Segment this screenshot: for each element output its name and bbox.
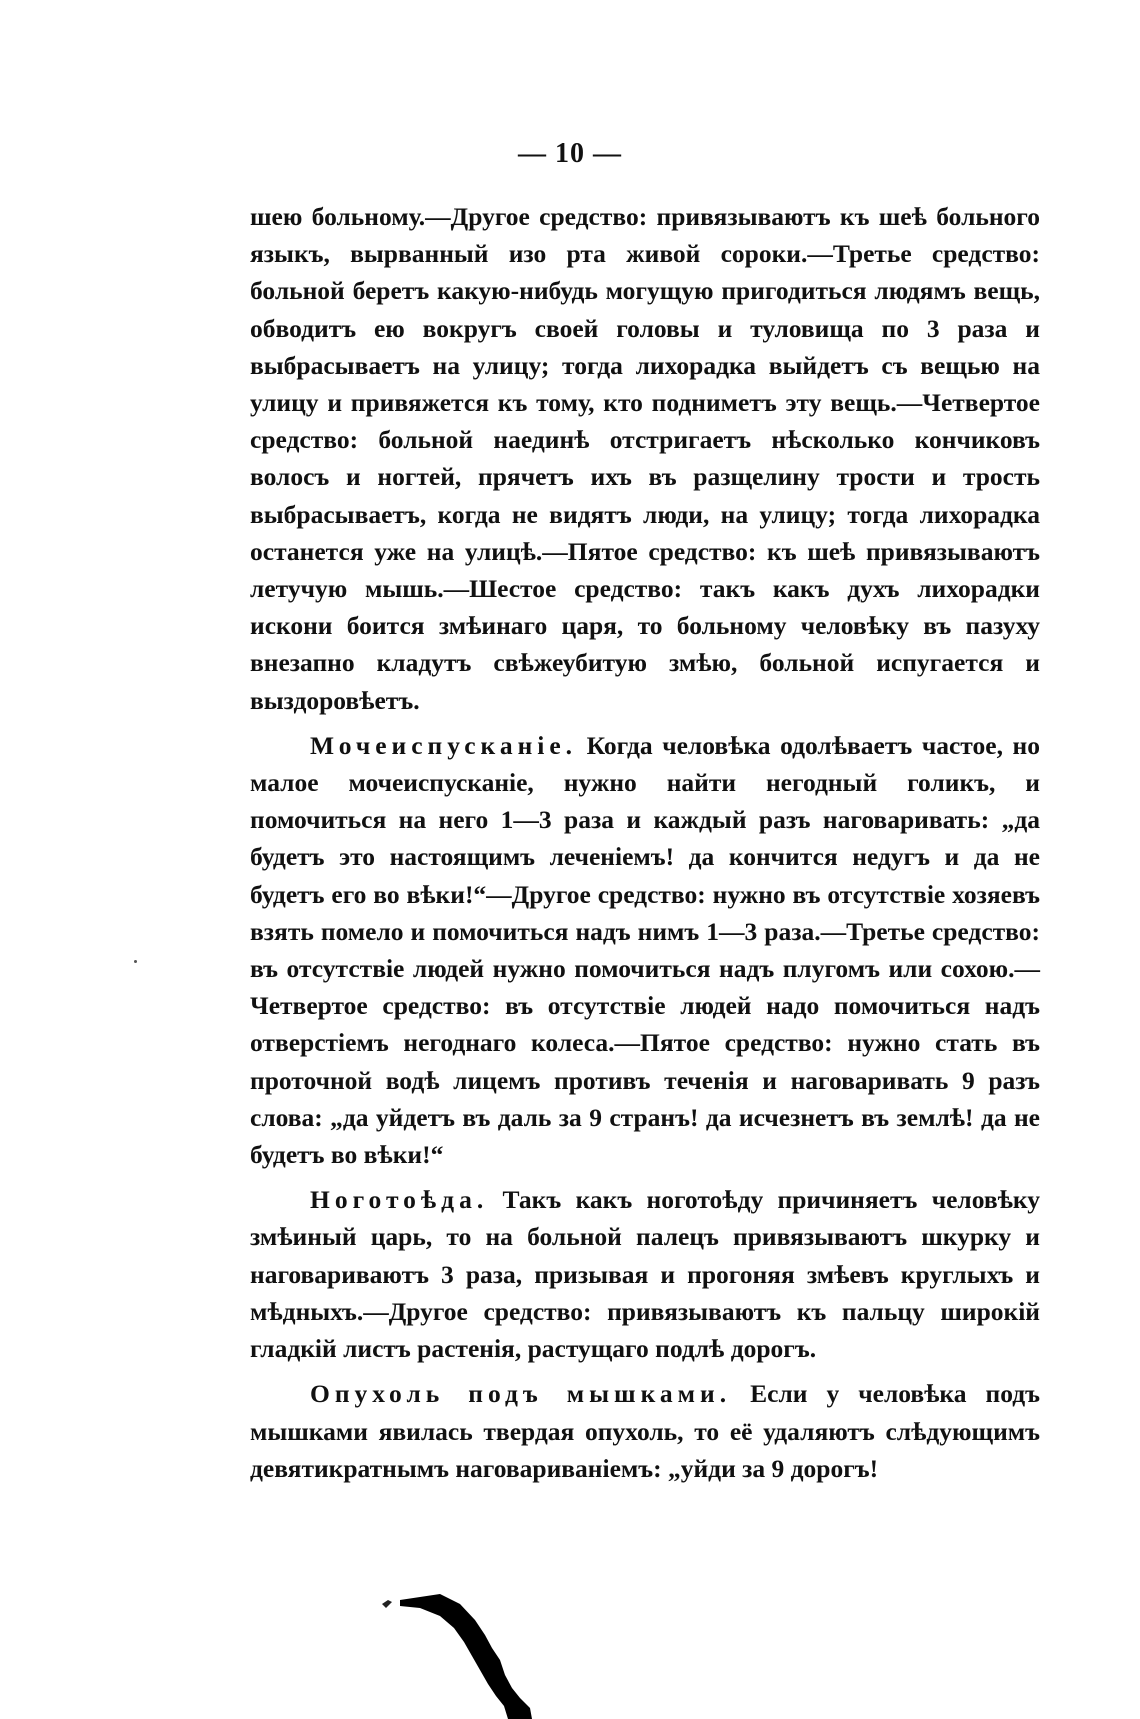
- text-body: [250, 198, 1040, 1495]
- page-number: — 10 —: [518, 138, 622, 169]
- section-heading-armpit-swelling: Опухоль подъ мышками.: [310, 1379, 732, 1409]
- ink-blot-icon: [380, 1580, 550, 1719]
- paragraph-text: Такъ какъ ноготоѣду причиняетъ человѣку змѣиный царь, то на больной палецъ привязываютъ шкурку и наговариваютъ 3 раза, призывая и прогоняя змѣевъ круглыхъ и мѣдныхъ.—Другое средство: привязываютъ къ пальцу широкій гладкій листъ растенія, растущаго подлѣ дорогъ.: [250, 1185, 1040, 1364]
- paragraph-urination: [250, 727, 1040, 1173]
- paragraph-text: Если у человѣка подъ мышками явилась твердая опухоль, то её удаляютъ слѣдующимъ девятикратнымъ наговариваніемъ: „уйди за 9 дорогъ!: [250, 1379, 1040, 1483]
- section-heading-urination: Мочеиспусканіе.: [310, 730, 578, 760]
- paragraph-text: Когда человѣка одолѣваетъ частое, но малое мочеиспусканіе, нужно найти негодный голикъ, и помочиться на него 1—3 раза и каждый разъ наговаривать: „да будетъ это настоящимъ леченіемъ! да кончится недугъ и да не будетъ его во вѣки!“—Другое средство: нужно въ отсутствіе хозяевъ взять помело и помочиться надъ нимъ 1—3 раза.—Третье средство: въ отсутствіе людей нужно помочиться надъ плугомъ или сохою.—Четвертое средство: въ отсутствіе людей надо помочиться надъ отверстіемъ негоднаго колеса.—Пятое средство: нужно стать въ проточной водѣ лицемъ противъ теченія и наговаривать 9 разъ слова: „да уйдетъ въ даль за 9 странъ! да исчезнетъ въ землѣ! да не будетъ во вѣки!“: [250, 730, 1040, 1170]
- paragraph-whitlow: [250, 1181, 1040, 1367]
- paragraph-text: шею больному.—Другое средство: привязываютъ къ шеѣ больного языкъ, вырванный изо рта живой сороки.—Третье средство: больной беретъ какую-нибудь могущую пригодиться людямъ вещь, обводитъ ею вокругъ своей головы и туловища по 3 раза и выбрасываетъ на улицу; тогда лихорадка выйдетъ съ вещью на улицу и привяжется къ тому, кто подниметъ эту вещь.—Четвертое средство: больной наединѣ отстригаетъ нѣсколько кончиковъ волосъ и ногтей, прячетъ ихъ въ разщелину трости и трость выбрасываетъ, когда не видятъ люди, на улицу; тогда лихорадка останется уже на улицѣ.—Пятое средство: къ шеѣ привязываютъ летучую мышь.—Шестое средство: такъ какъ духъ лихорадки искони боится змѣинаго царя, то больному человѣку въ пазуху внезапно кладутъ свѣжеубитую змѣю, больной испугается и выздоровѣетъ.: [250, 202, 1040, 715]
- paragraph-fever-remedies: [250, 198, 1040, 719]
- paragraph-armpit-swelling: [250, 1375, 1040, 1487]
- section-heading-whitlow: Ноготоѣда.: [310, 1185, 489, 1215]
- stray-mark: [134, 960, 137, 963]
